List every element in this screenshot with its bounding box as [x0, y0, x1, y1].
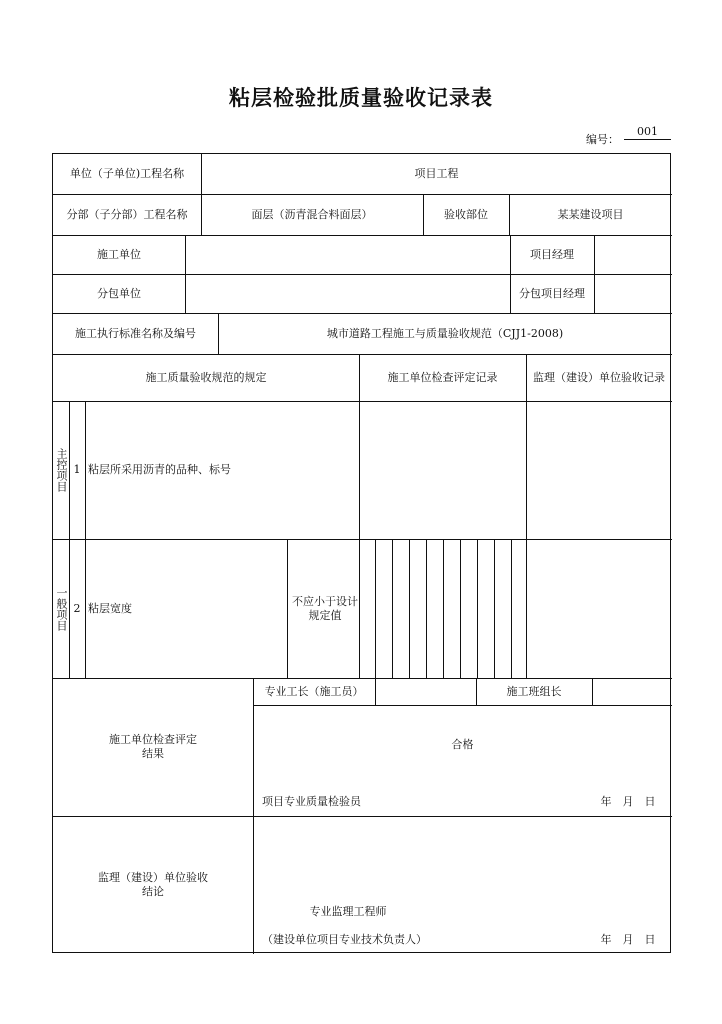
general-item-requirement: 不应小于设计规定值	[292, 594, 358, 622]
subcontract-manager-label: 分包项目经理	[519, 286, 585, 300]
contractor-result-value: 合格	[451, 738, 474, 751]
col-line	[477, 539, 478, 678]
general-items-group-label	[53, 539, 69, 678]
acceptance-part-value: 某某建设项目	[557, 207, 624, 221]
col-line	[443, 539, 444, 678]
division-value: 面层（沥青混合料面层）	[251, 207, 373, 221]
project-manager-label: 项目经理	[530, 247, 574, 261]
col-line	[287, 539, 288, 678]
foreman-label: 专业工长（施工员）	[264, 684, 364, 698]
contractor-result-label: 施工单位检查评定结果	[109, 733, 197, 760]
division-label: 分部（子分部）工程名称	[66, 207, 188, 221]
main-items-group-label	[53, 401, 69, 539]
col-line	[460, 539, 461, 678]
standard-label: 施工执行标准名称及编号	[75, 326, 196, 340]
team-leader-label: 施工班组长	[506, 684, 562, 698]
acceptance-part-label: 验收部位	[444, 207, 488, 221]
inspector-date: 年 月 日	[600, 795, 656, 808]
general-item-number: 2	[73, 601, 81, 615]
col-line	[511, 539, 512, 678]
standard-value: 城市道路工程施工与质量验收规范（CJJ1-2008)	[326, 326, 564, 340]
construction-unit-label: 施工单位	[97, 247, 141, 261]
main-items-group-text: 主控项目	[55, 448, 68, 492]
main-item-number: 1	[73, 463, 81, 476]
col-line	[85, 401, 86, 678]
supervisor-engineer-label: 专业监理工程师	[309, 905, 387, 918]
subcontract-manager-value	[594, 274, 672, 313]
construction-unit-value	[185, 235, 510, 274]
unit-project-label: 单位（子单位)工程名称	[69, 167, 185, 180]
general-item-text: 粘层宽度	[88, 601, 132, 615]
col-line	[426, 539, 427, 678]
col-line	[375, 678, 376, 705]
project-manager-value	[594, 235, 672, 274]
record-form	[52, 153, 671, 953]
col-line	[592, 678, 593, 705]
col-line	[526, 354, 527, 678]
main-item-text: 粘层所采用沥青的品种、标号	[88, 463, 231, 476]
number-value: 001	[624, 125, 671, 140]
number-label: 编号：	[586, 133, 619, 146]
col-contractor-record-header: 施工单位检查评定记录	[387, 370, 498, 384]
col-line	[409, 539, 410, 678]
unit-project-value: 项目工程	[414, 167, 459, 180]
supervisor-date: 年 月 日	[600, 933, 656, 946]
inspector-label: 项目专业质量检验员	[262, 795, 361, 808]
col-supervisor-record-header: 监理（建设）单位验收记录	[533, 370, 665, 384]
col-line	[375, 539, 376, 678]
subcontract-unit-label: 分包单位	[97, 286, 141, 300]
general-items-group-text: 一般项目	[55, 586, 68, 631]
form-title: 粘层检验批质量验收记录表	[229, 86, 493, 110]
col-line	[494, 539, 495, 678]
col-line	[392, 539, 393, 678]
supervisor-label: 监理（建设）单位验收结论	[98, 871, 208, 898]
owner-rep-label: （建设单位项目专业技术负责人）	[262, 933, 427, 946]
subcontract-unit-value	[185, 274, 510, 313]
col-spec-header: 施工质量验收规范的规定	[145, 370, 267, 384]
